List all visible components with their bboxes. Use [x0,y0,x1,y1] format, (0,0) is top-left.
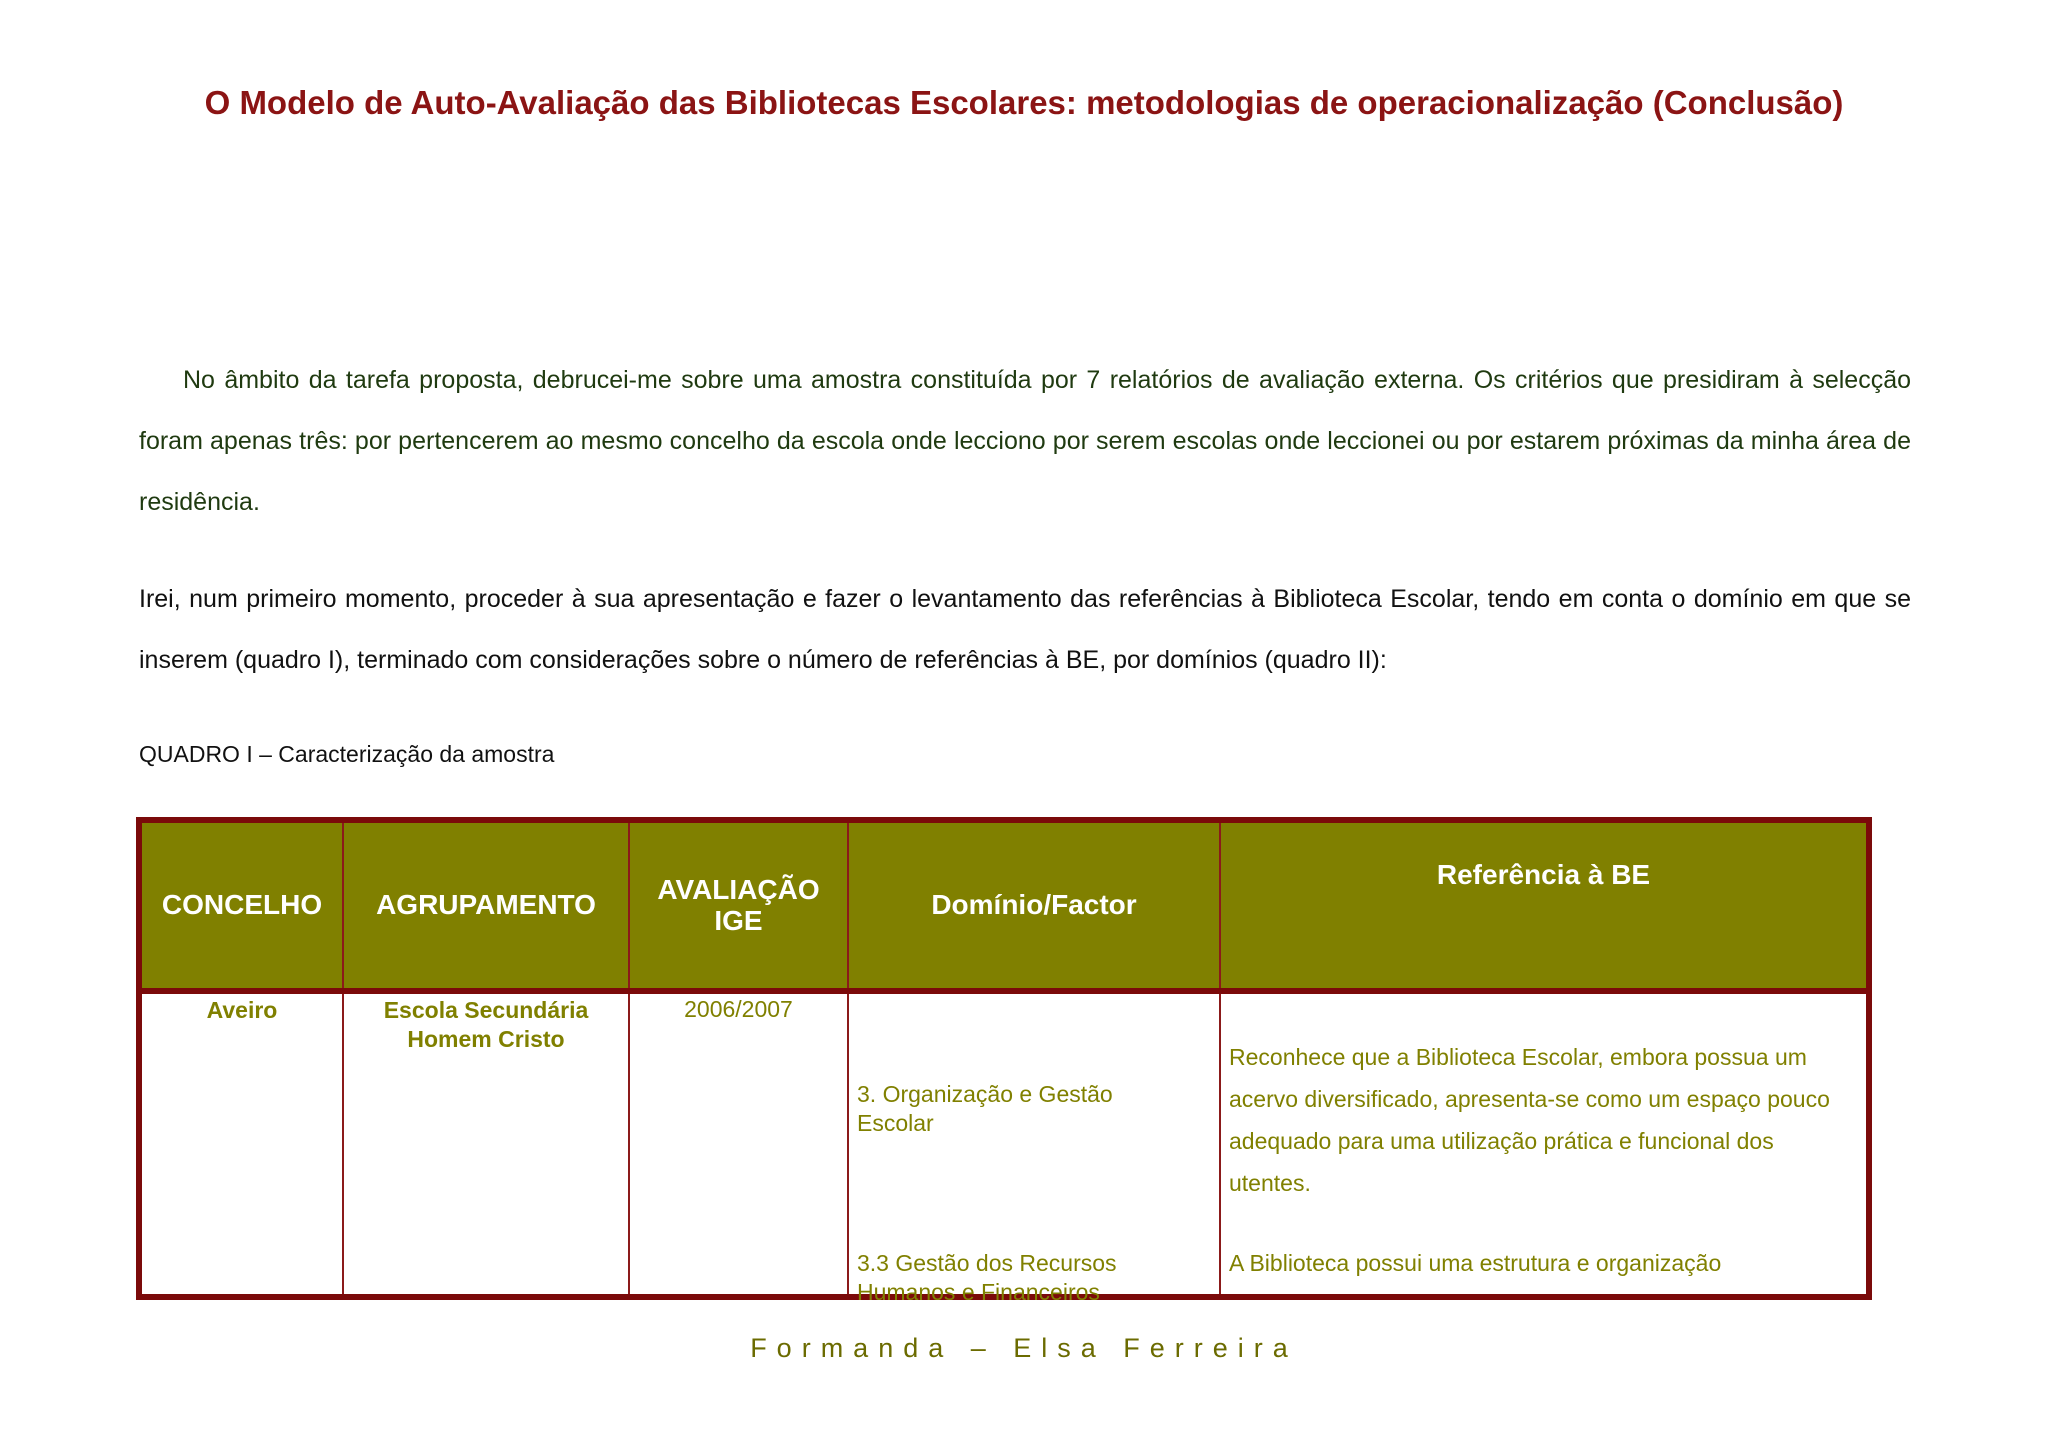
referencia-item-1: Reconhece que a Biblioteca Escolar, embora possua um acervo diversificado, apresenta-se como um espaço pouco adequado para uma utilização prática e funcional dos utentes. [1229,1044,1830,1196]
cell-concelho [139,991,343,1297]
referencia-item-2: A Biblioteca possui uma estrutura e organização [1229,1250,1722,1276]
document-title: O Modelo de Auto-Avaliação das Bibliotecas Escolares: metodologias de operacionalização (Conclusão) [204,84,1844,121]
dominio-item-1: 3. Organização e Gestão Escolar [857,1081,1113,1136]
intro-paragraph: No âmbito da tarefa proposta, debrucei-me sobre uma amostra constituída por 7 relatórios de avaliação externa. Os critérios que presidiram à selecção foram apenas três: por pertencerem ao mesmo concelho da escola onde lecciono por serem escolas onde leccionei ou por estarem próximas da minha área de residência. [139,366,1911,516]
table-header-row [139,820,1869,991]
header-avaliacao-line2: IGE [714,904,763,936]
concelho-value: Aveiro [206,997,278,1023]
header-dominio: Domínio/Factor [848,820,1220,991]
cell-agrupamento [343,991,629,1297]
header-avaliacao [629,820,848,991]
header-agrupamento: AGRUPAMENTO [343,820,629,991]
author-footer: Formanda – Elsa Ferreira [750,1333,1298,1363]
cell-referencia [1220,991,1869,1297]
agrupamento-line2: Homem Cristo [407,1025,565,1052]
cell-dominio [848,991,1220,1305]
header-referencia: Referência à BE [1220,820,1869,991]
avaliacao-value: 2006/2007 [684,996,793,1022]
dominio-item-2: 3.3 Gestão dos Recursos Humanos e Financeiros [857,1250,1117,1305]
header-concelho: CONCELHO [139,820,343,991]
agrupamento-line1: Escola Secundária [383,997,589,1023]
cell-avaliacao [629,991,848,1297]
sample-table [136,817,1872,1305]
method-paragraph: Irei, num primeiro momento, proceder à sua apresentação e fazer o levantamento das referências à Biblioteca Escolar, tendo em conta o domínio em que se inserem (quadro I), terminado com considerações sobre o número de referências à BE, por domínios (quadro II): [139,585,1911,674]
agrupamento-value [344,996,628,1054]
table-row [139,991,1869,1297]
table-caption: QUADRO I – Caracterização da amostra [139,741,555,767]
header-avaliacao-line1: AVALIAÇÃO [657,873,820,905]
